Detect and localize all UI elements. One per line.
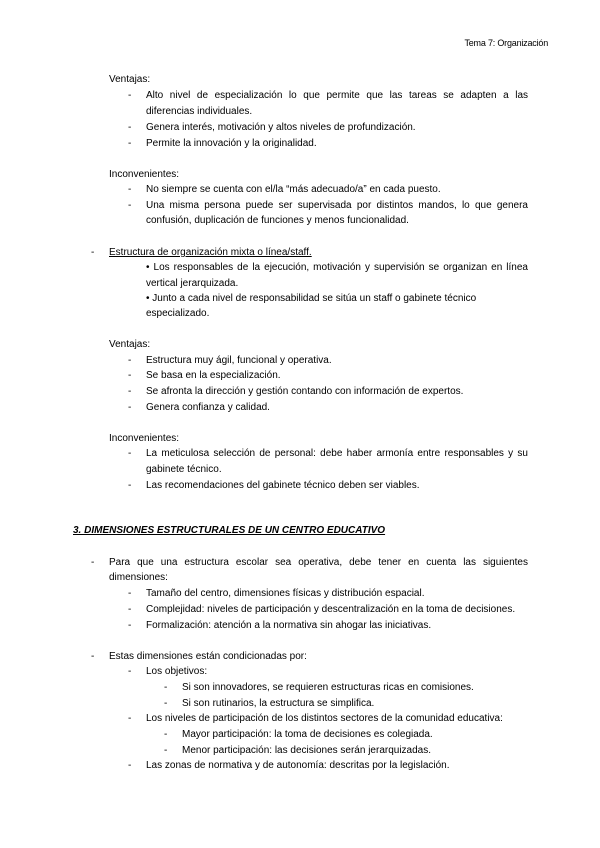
list-dash: - xyxy=(164,745,168,756)
list-dash: - xyxy=(128,713,132,724)
list-dash: - xyxy=(128,355,132,366)
list-item: Genera confianza y calidad. xyxy=(146,402,270,413)
list-item: Para que una estructura escolar sea operativa, debe tener en cuenta las siguientes xyxy=(109,557,528,568)
list-dash: - xyxy=(128,480,132,491)
bullet-item-continuation: vertical jerarquizada. xyxy=(146,278,239,289)
list-dash: - xyxy=(91,557,95,568)
list-dash: - xyxy=(128,604,132,615)
bullet-item: • Junto a cada nivel de responsabilidad se sitúa un staff o gabinete técnico xyxy=(146,293,477,304)
list-item: Formalización: atención a la normativa sin ahogar las iniciativas. xyxy=(146,620,432,631)
list-dash: - xyxy=(128,760,132,771)
list-item: Estructura muy ágil, funcional y operativa. xyxy=(146,355,332,366)
list-item: Complejidad: niveles de participación y descentralización en la toma de decisiones. xyxy=(146,604,516,615)
inconvenientes-label: Inconvenientes: xyxy=(109,169,180,180)
list-item: Tamaño del centro, dimensiones físicas y distribución espacial. xyxy=(146,588,425,599)
list-item: Alto nivel de especialización lo que permite que las tareas se adapten a las xyxy=(146,90,528,101)
ventajas-label: Ventajas: xyxy=(109,339,151,350)
list-item: Se afronta la dirección y gestión contando con información de expertos. xyxy=(146,386,464,397)
list-item: Si son rutinarios, la estructura se simplifica. xyxy=(182,698,375,709)
list-dash: - xyxy=(128,200,132,211)
structure-heading: Estructura de organización mixta o línea/staff. xyxy=(109,247,312,258)
list-dash: - xyxy=(128,588,132,599)
list-dash: - xyxy=(128,620,132,631)
list-dash: - xyxy=(128,122,132,133)
section-title: 3. DIMENSIONES ESTRUCTURALES DE UN CENTRO EDUCATIVO xyxy=(73,525,386,536)
list-item-continuation: confusión, duplicación de funciones y menos funcionalidad. xyxy=(146,215,409,226)
list-item: Mayor participación: la toma de decisiones es colegiada. xyxy=(182,729,433,740)
list-item: Genera interés, motivación y altos niveles de profundización. xyxy=(146,122,416,133)
list-item-continuation: gabinete técnico. xyxy=(146,464,222,475)
page-header-topic: Tema 7: Organización xyxy=(464,38,548,48)
list-dash: - xyxy=(128,448,132,459)
list-item: Permite la innovación y la originalidad. xyxy=(146,138,317,149)
list-dash: - xyxy=(128,184,132,195)
list-dash: - xyxy=(91,651,95,662)
list-dash: - xyxy=(128,402,132,413)
list-item: Si son innovadores, se requieren estructuras ricas en comisiones. xyxy=(182,682,474,693)
list-item: Se basa en la especialización. xyxy=(146,370,281,381)
ventajas-label: Ventajas: xyxy=(109,74,151,85)
list-dash: - xyxy=(128,386,132,397)
inconvenientes-label: Inconvenientes: xyxy=(109,433,180,444)
list-dash: - xyxy=(164,698,168,709)
list-item-continuation: dimensiones: xyxy=(109,572,168,583)
list-dash: - xyxy=(128,90,132,101)
list-dash: - xyxy=(164,682,168,693)
list-item: Los objetivos: xyxy=(146,666,208,677)
list-item-continuation: diferencias individuales. xyxy=(146,106,253,117)
bullet-item: • Los responsables de la ejecución, motivación y supervisión se organizan en línea xyxy=(146,262,528,273)
list-item: Las zonas de normativa y de autonomía: descritas por la legislación. xyxy=(146,760,450,771)
list-dash: - xyxy=(128,666,132,677)
list-dash: - xyxy=(164,729,168,740)
list-dash: - xyxy=(91,247,95,258)
list-item: No siempre se cuenta con el/la “más adecuado/a” en cada puesto. xyxy=(146,184,441,195)
list-item: Una misma persona puede ser supervisada por distintos mandos, lo que genera xyxy=(146,200,528,211)
list-item: Estas dimensiones están condicionadas por: xyxy=(109,651,307,662)
list-item: Las recomendaciones del gabinete técnico deben ser viables. xyxy=(146,480,420,491)
list-item: Los niveles de participación de los distintos sectores de la comunidad educativa: xyxy=(146,713,503,724)
list-item: Menor participación: las decisiones serán jerarquizadas. xyxy=(182,745,432,756)
list-dash: - xyxy=(128,370,132,381)
bullet-item-continuation: especializado. xyxy=(146,308,210,319)
list-dash: - xyxy=(128,138,132,149)
list-item: La meticulosa selección de personal: debe haber armonía entre responsables y su xyxy=(146,448,528,459)
